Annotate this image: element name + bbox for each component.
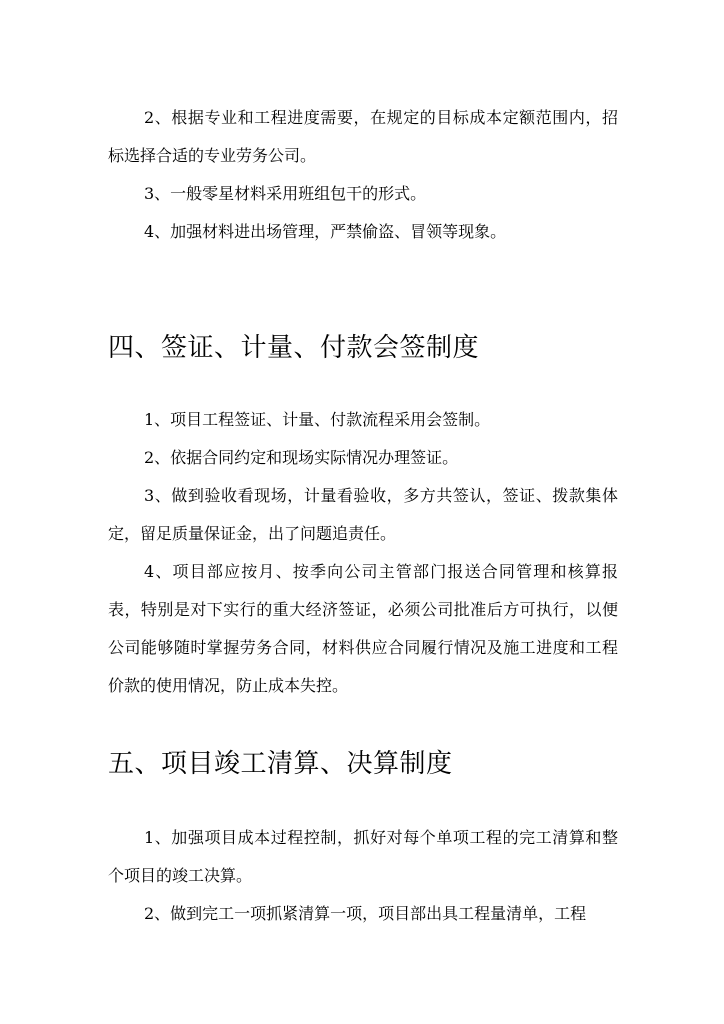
paragraph-5-2: 2、做到完工一项抓紧清算一项，项目部出具工程量清单，工程 — [144, 904, 587, 923]
paragraph-3-2: 2、根据专业和工程进度需要，在规定的目标成本定额范围内，招标选择合适的专业劳务公司。 — [108, 108, 618, 165]
paragraph-3-3: 3、一般零星材料采用班组包干的形式。 — [144, 184, 427, 203]
paragraph-5-1: 1、加强项目成本过程控制，抓好对每个单项工程的完工清算和整个项目的竣工决算。 — [108, 828, 618, 885]
paragraph-4-3: 3、做到验收看现场，计量看验收，多方共签认，签证、拨款集体定，留足质量保证金，出了问题追责任。 — [108, 486, 618, 543]
paragraph-4-2: 2、依据合同约定和现场实际情况办理签证。 — [144, 448, 459, 467]
section-5-heading: 五、项目竣工清算、决算制度 — [108, 749, 453, 779]
section-4-heading: 四、签证、计量、付款会签制度 — [108, 333, 480, 363]
paragraph-4-1: 1、项目工程签证、计量、付款流程采用会签制。 — [144, 410, 491, 429]
paragraph-4-4: 4、项目部应按月、按季向公司主管部门报送合同管理和核算报表，特别是对下实行的重大经济签证，必须公司批准后方可执行，以便公司能够随时掌握劳务合同，材料供应合同履行情况及施工进度和工程价款的使用情况，防止成本失控。 — [108, 562, 618, 695]
paragraph-3-4: 4、加强材料进出场管理，严禁偷盗、冒领等现象。 — [144, 222, 507, 241]
